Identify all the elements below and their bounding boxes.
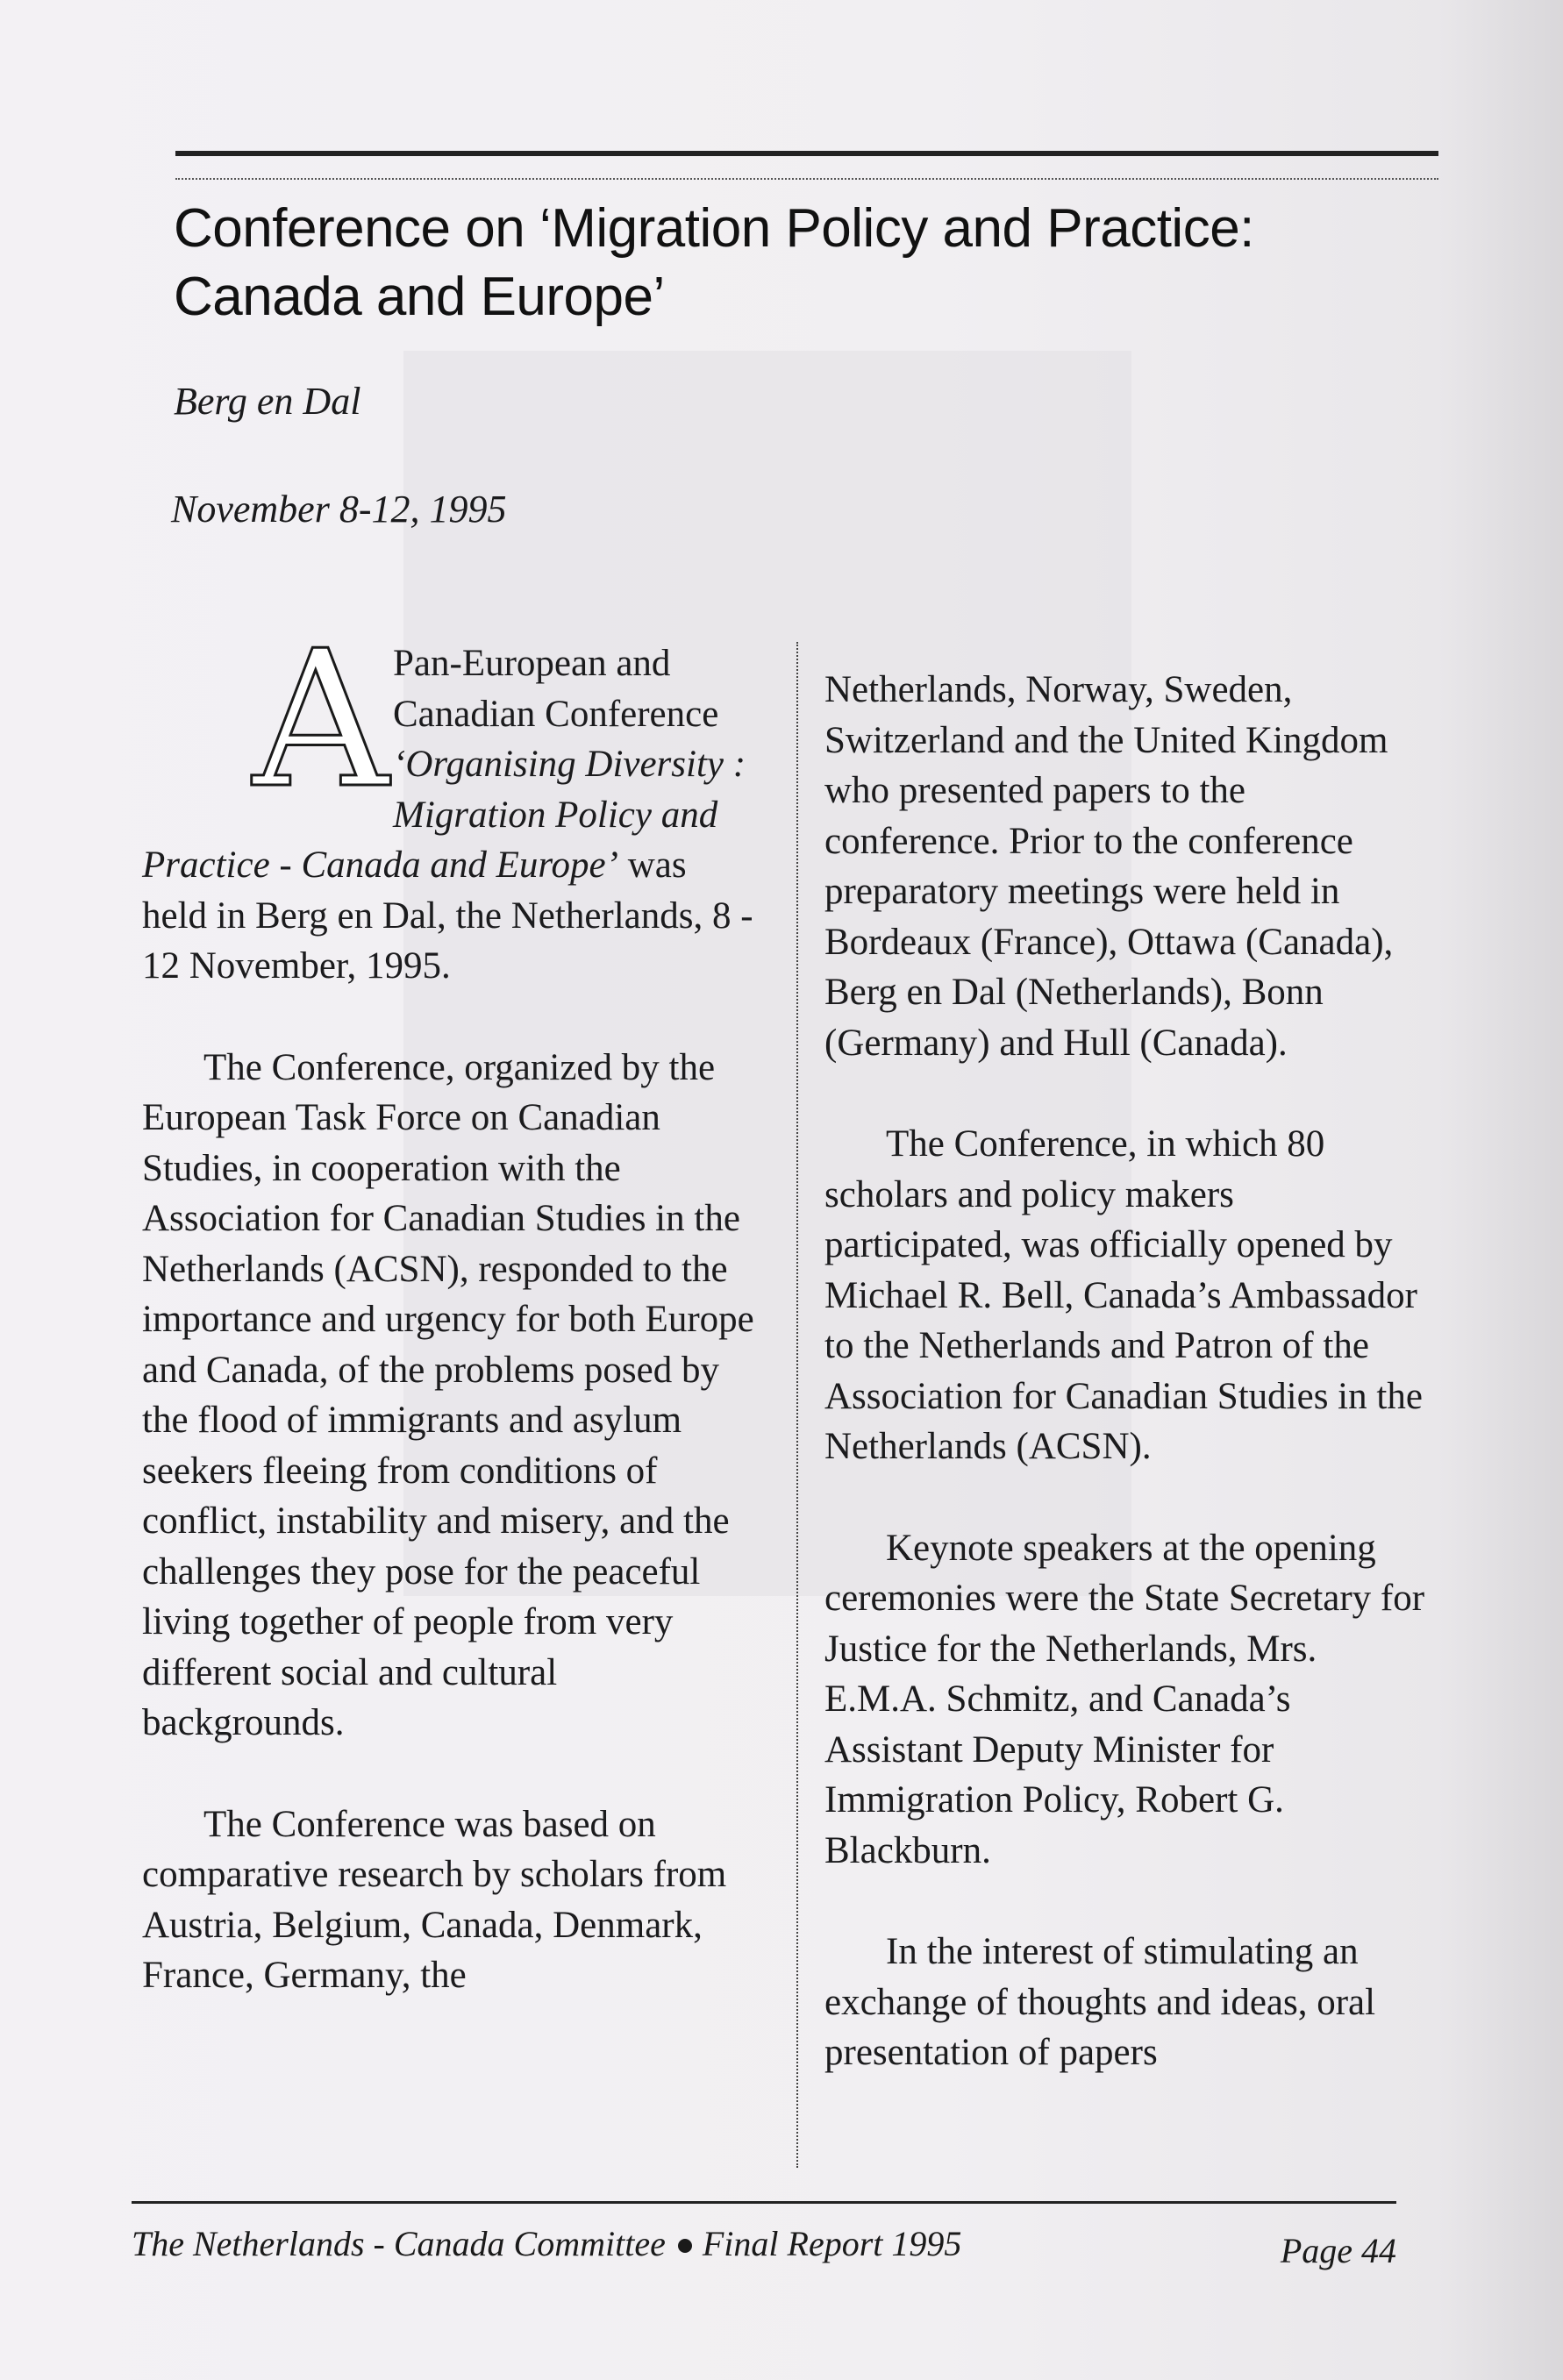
- drop-cap: A: [253, 609, 389, 830]
- conference-name: ‘Organising Diversity : Migration Policy and Practice - Canada and Europe’: [142, 744, 746, 886]
- paragraph-opening: [824, 1119, 1430, 1472]
- right-column: [824, 665, 1430, 2129]
- column-divider: [796, 642, 798, 2168]
- footer-report: Final Report 1995: [702, 2224, 962, 2263]
- event-location: Berg en Dal: [174, 380, 361, 423]
- paragraph-opening-text: The Conference, in which 80 scholars and policy makers participated, was officially opened by Michael R. Bell, Canada’s Ambassador to the Netherlands and Patron of the Association for Canadian Studies in the Netherlands (ACSN).: [824, 1123, 1423, 1467]
- event-date: November 8-12, 1995: [171, 488, 507, 531]
- page-number: Page 44: [1280, 2231, 1396, 2270]
- footer-rule: [132, 2201, 1396, 2204]
- top-rule: [175, 151, 1438, 156]
- top-rule-dotted: [175, 178, 1438, 182]
- footer-publication: [132, 2223, 961, 2264]
- paragraph-research: [142, 1799, 756, 2001]
- paragraph-presentation: [824, 1927, 1430, 2078]
- paragraph-presentation-text: In the interest of stimulating an exchange of thoughts and ideas, oral presentation of papers: [824, 1931, 1376, 2073]
- paragraph-organization: [142, 1043, 756, 1749]
- paragraph-research-text: The Conference was based on comparative research by scholars from Austria, Belgium, Canada, Denmark, France, Germany, the: [142, 1803, 727, 1996]
- paragraph-keynote-text: Keynote speakers at the opening ceremonies were the State Secretary for Justice for the Netherlands, Mrs. E.M.A. Schmitz, and Canada’s Assistant Deputy Minister for Immigration Policy, Robert G. Blackburn.: [824, 1527, 1425, 1871]
- footer-committee: The Netherlands - Canada Committee: [132, 2224, 666, 2263]
- article-title: Conference on ‘Migration Policy and Practice: Canada and Europe’: [174, 198, 1254, 327]
- bullet-icon: [678, 2239, 692, 2253]
- paragraph-organization-text: The Conference, organized by the European Task Force on Canadian Studies, in cooperation with the Association for Canadian Studies in the Netherlands (ACSN), responded to the importance and urgency for both Europe and Canada, of the problems posed by the flood of immigrants and asylum seekers fleeing from conditions of conflict, instability and misery, and the challenges they pose for the peaceful living together of people from very different social and cultural backgrounds.: [142, 1046, 754, 1743]
- paragraph-countries: Netherlands, Norway, Sweden, Switzerland and the United Kingdom who presented papers to the conference. Prior to the conference preparatory meetings were held in Bordeaux (France), Ottawa (Canada), Berg en Dal (Netherlands), Bonn (Germany) and Hull (Canada).: [824, 669, 1394, 1064]
- left-column: [142, 609, 756, 2052]
- intro-rest: was held in Berg en Dal, the Netherlands, 8 - 12 November, 1995.: [142, 844, 753, 987]
- intro-lead: Pan-European and Canadian Conference: [393, 643, 719, 735]
- paragraph-intro: [142, 609, 756, 992]
- paragraph-keynote: [824, 1523, 1430, 1877]
